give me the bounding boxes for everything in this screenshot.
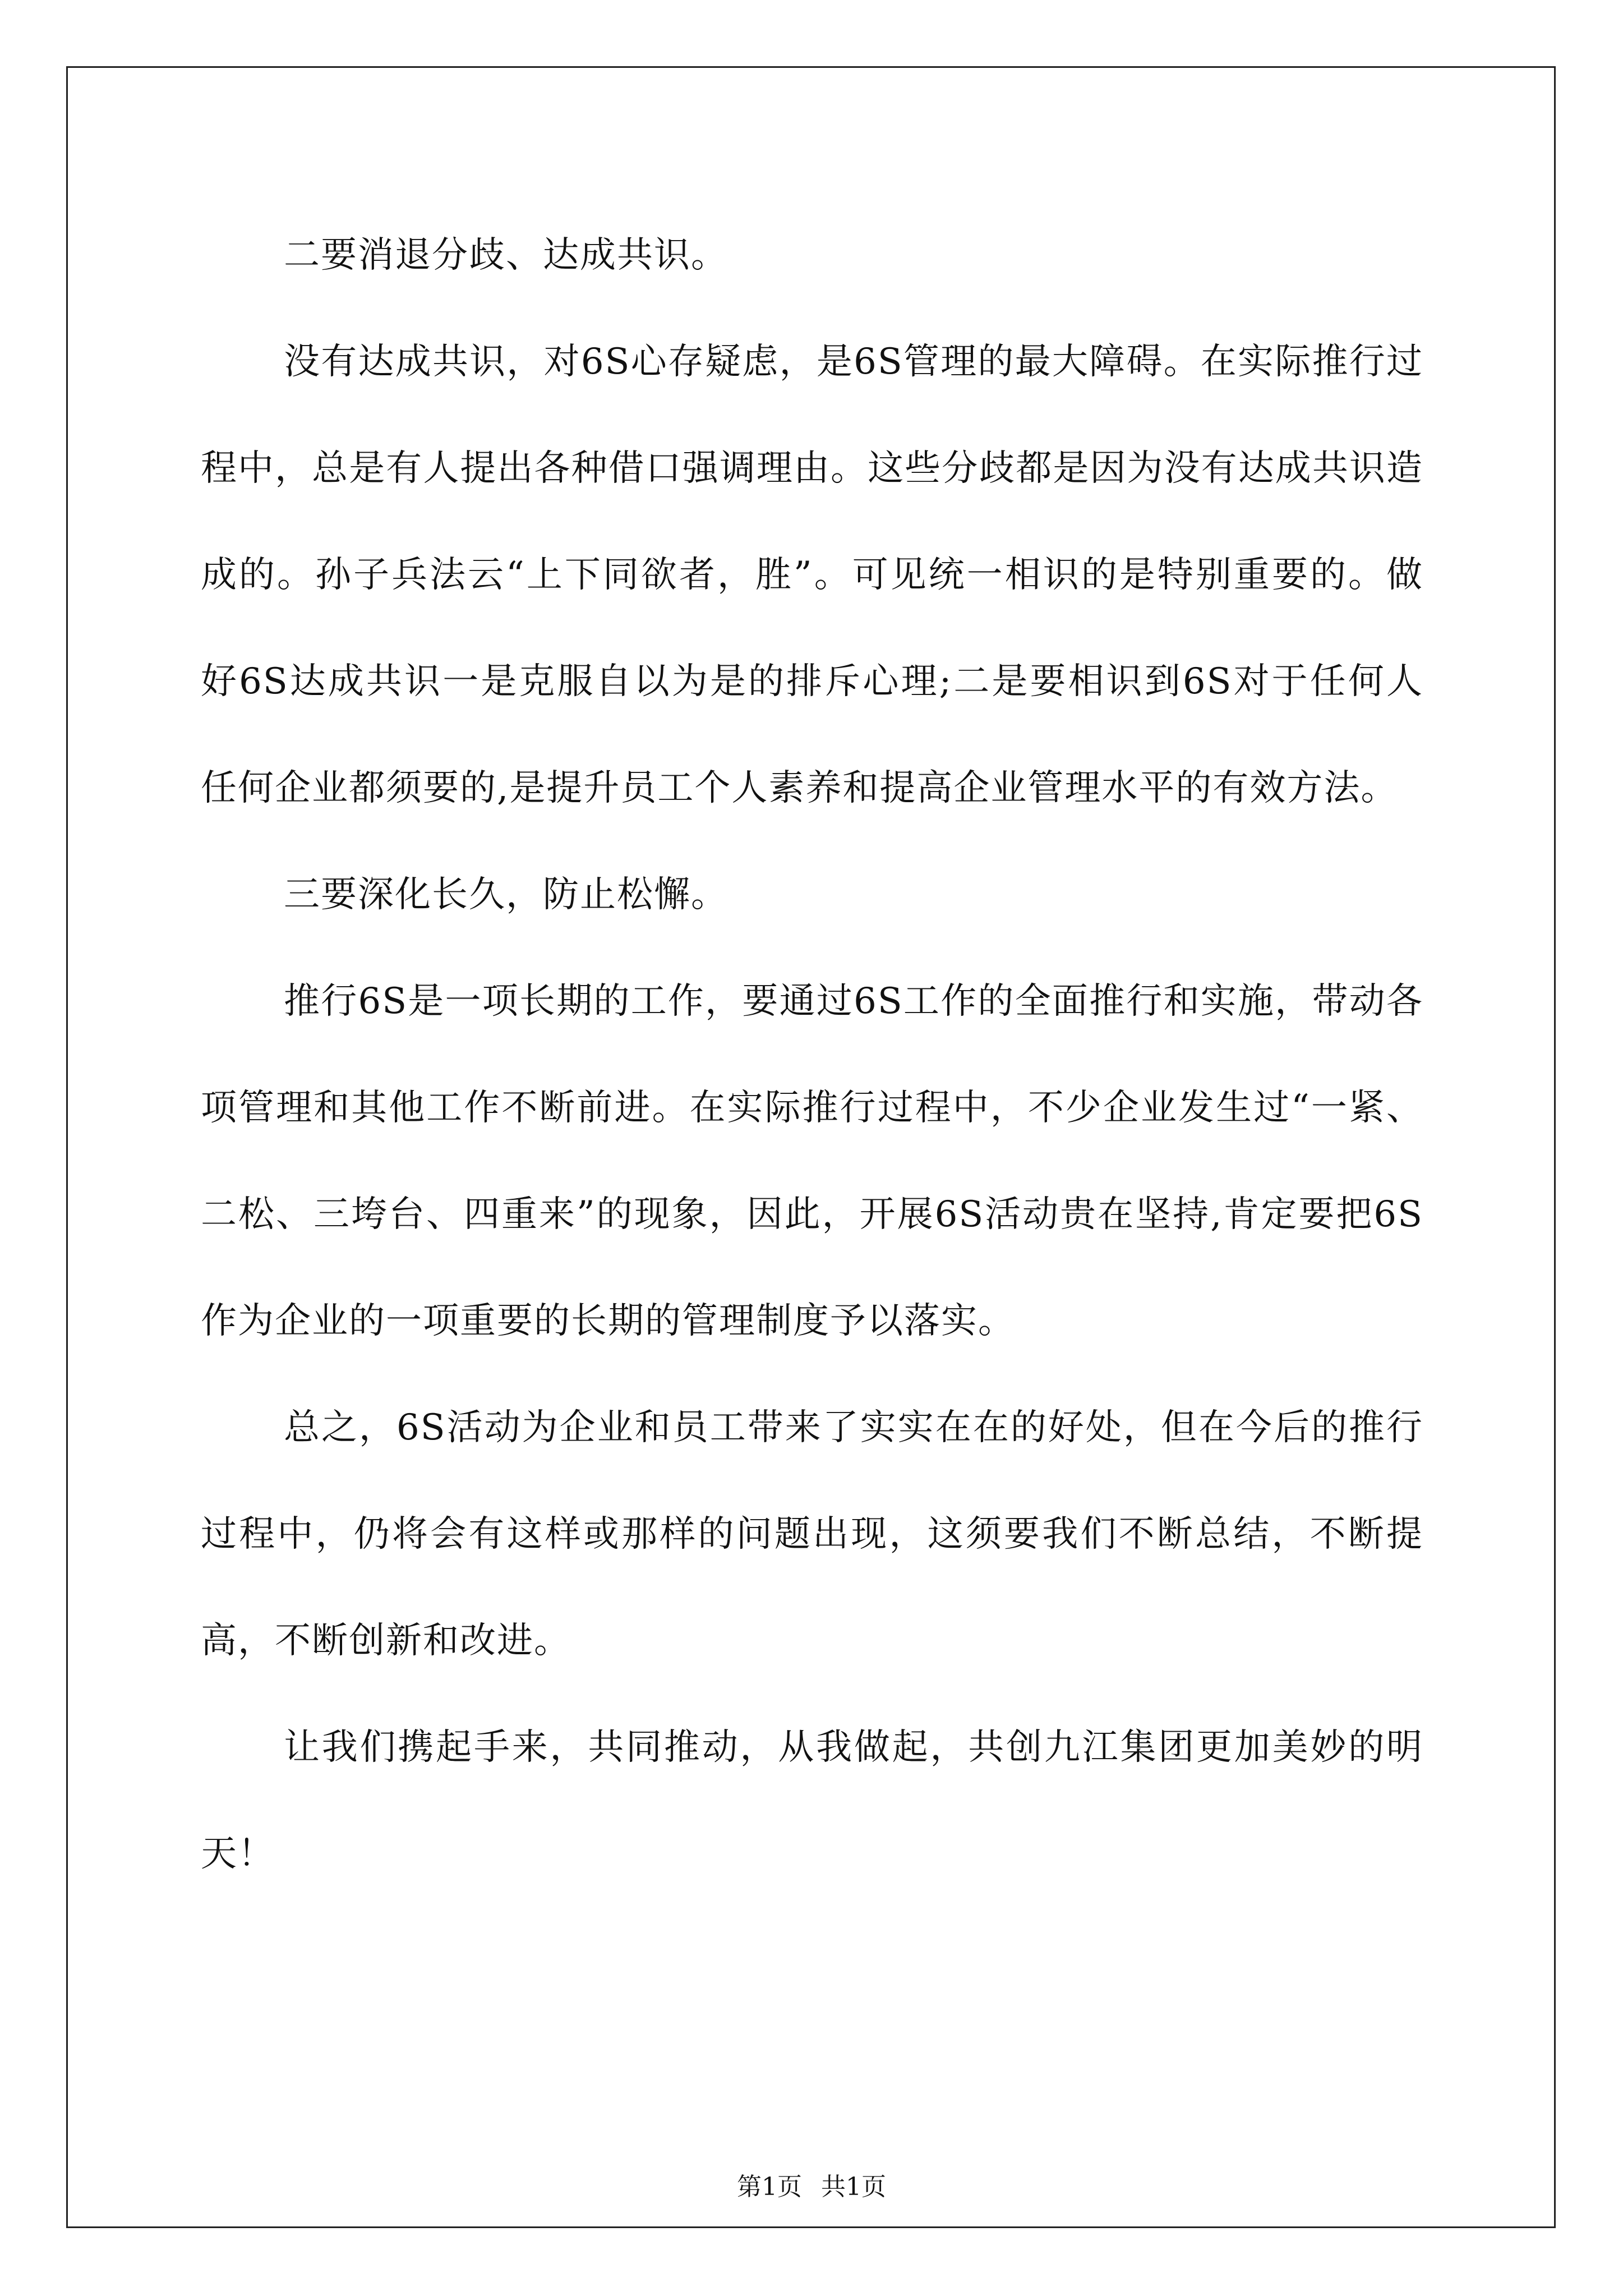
paragraph: 二要消退分歧、达成共识。 [284, 234, 728, 276]
paragraph: 让我们携起手来，共同推动，从我做起，共创九江集团更加美妙的明天！ [201, 1727, 1423, 1875]
paragraph: 总之，6S活动为企业和员工带来了实实在在的好处，但在今后的推行过程中，仍将会有这样或那样的问题出现，这须要我们不断总结，不断提高，不断创新和改进。 [201, 1407, 1423, 1662]
paragraph: 三要深化长久，防止松懈。 [284, 874, 728, 915]
document-body [201, 202, 1423, 1907]
page-number: 第1页 [737, 2173, 802, 2201]
page-total: 共1页 [821, 2173, 886, 2201]
page-footer [0, 2166, 1623, 2202]
paragraph: 没有达成共识，对6S心存疑虑，是6S管理的最大障碍。在实际推行过程中，总是有人提出各种借口强调理由。这些分歧都是因为没有达成共识造成的。孙子兵法云“上下同欲者，胜”。可见统一相识的是特别重要的。做好6S达成共识一是克服自以为是的排斥心理;二是要相识到6S对于任何人任何企业都须要的,是提升员工个人素养和提高企业管理水平的有效方法。 [201, 341, 1423, 809]
paragraph: 推行6S是一项长期的工作，要通过6S工作的全面推行和实施，带动各项管理和其他工作不断前进。在实际推行过程中，不少企业发生过“一紧、二松、三垮台、四重来”的现象，因此，开展6S活动贵在坚持,肯定要把6S作为企业的一项重要的长期的管理制度予以落实。 [201, 981, 1423, 1342]
